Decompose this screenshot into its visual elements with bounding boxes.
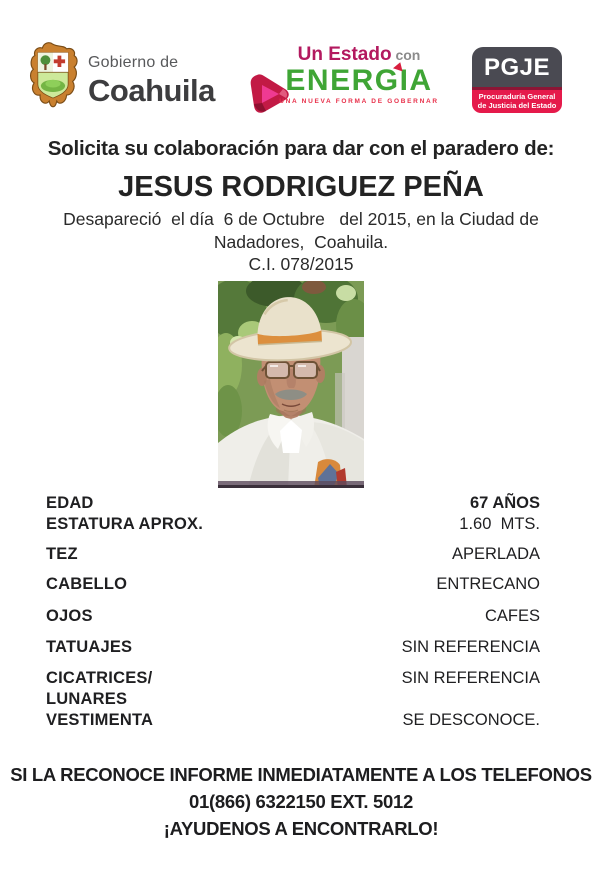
pgje-name-line2: de Justicia del Estado xyxy=(477,100,557,110)
disappearance-line2: Nadadores, Coahuila. xyxy=(213,231,389,252)
detail-label: CABELLO xyxy=(46,575,128,593)
detail-value: SIN REFERENCIA xyxy=(401,669,540,687)
detail-value: 67 AÑOS xyxy=(470,494,540,512)
request-headline: Solicita su colaboración para dar con el paradero de: xyxy=(47,137,555,160)
detail-row-ojos xyxy=(46,606,540,627)
footer-line1: SI LA RECONOCE INFORME INMEDIATAMENTE A LOS TELEFONOS xyxy=(10,764,592,785)
detail-row-tez xyxy=(46,544,540,565)
disappearance-info xyxy=(0,208,602,276)
description-table xyxy=(46,493,540,731)
energia-tagline: UNA NUEVA FORMA DE GOBERNAR xyxy=(279,98,439,105)
detail-value: 1.60 MTS. xyxy=(459,515,540,533)
footer-phone: 01(866) 6322150 EXT. 5012 xyxy=(189,791,413,812)
detail-row-cabello xyxy=(46,574,540,595)
detail-value: SE DESCONOCE. xyxy=(402,711,540,729)
detail-label: OJOS xyxy=(46,607,93,625)
detail-label: TATUAJES xyxy=(46,638,133,656)
coahuila-logo-line1: Gobierno de xyxy=(88,54,179,71)
detail-row-tatuajes xyxy=(46,637,540,658)
energia-logo-text xyxy=(273,44,445,105)
detail-label xyxy=(46,668,152,710)
detail-row-vestimenta xyxy=(46,710,540,731)
missing-person-photo xyxy=(218,281,364,488)
pgje-name-line1: Procuraduría General xyxy=(478,92,556,101)
detail-row-estatura xyxy=(46,514,540,535)
energia-logo xyxy=(245,44,450,119)
energia-prefix: Un Estado xyxy=(297,44,392,65)
detail-value: ENTRECANO xyxy=(436,575,540,593)
coahuila-shield-icon xyxy=(28,42,78,116)
detail-value: APERLADA xyxy=(451,545,540,563)
case-number: C.I. 078/2015 xyxy=(248,254,354,274)
coahuila-logo-line2: Coahuila xyxy=(88,73,215,108)
detail-label: ESTATURA APROX. xyxy=(46,515,204,533)
contact-footer xyxy=(0,761,602,842)
detail-label-line2: LUNARES xyxy=(46,690,128,708)
energia-word: ENERGIA xyxy=(285,64,433,97)
detail-row-cicatrices xyxy=(46,668,540,710)
detail-value: CAFES xyxy=(484,607,540,625)
detail-value: SIN REFERENCIA xyxy=(401,638,540,656)
person-name: JESUS RODRIGUEZ PEÑA xyxy=(118,171,484,203)
footer-line3: ¡AYUDENOS A ENCONTRARLO! xyxy=(163,818,439,839)
energia-conjunction: con xyxy=(391,47,421,63)
detail-label-line1: CICATRICES/ xyxy=(46,669,153,687)
pgje-logo xyxy=(472,47,562,113)
pgje-abbr: PGJE xyxy=(472,47,562,87)
detail-label: VESTIMENTA xyxy=(46,711,154,729)
pgje-full-name xyxy=(472,90,562,113)
detail-label: TEZ xyxy=(46,545,78,563)
coahuila-logo xyxy=(88,54,215,109)
detail-row-edad xyxy=(46,493,540,514)
detail-label: EDAD xyxy=(46,494,94,512)
disappearance-line1: Desapareció el día 6 de Octubre del 2015, en la Ciudad de xyxy=(63,209,539,229)
